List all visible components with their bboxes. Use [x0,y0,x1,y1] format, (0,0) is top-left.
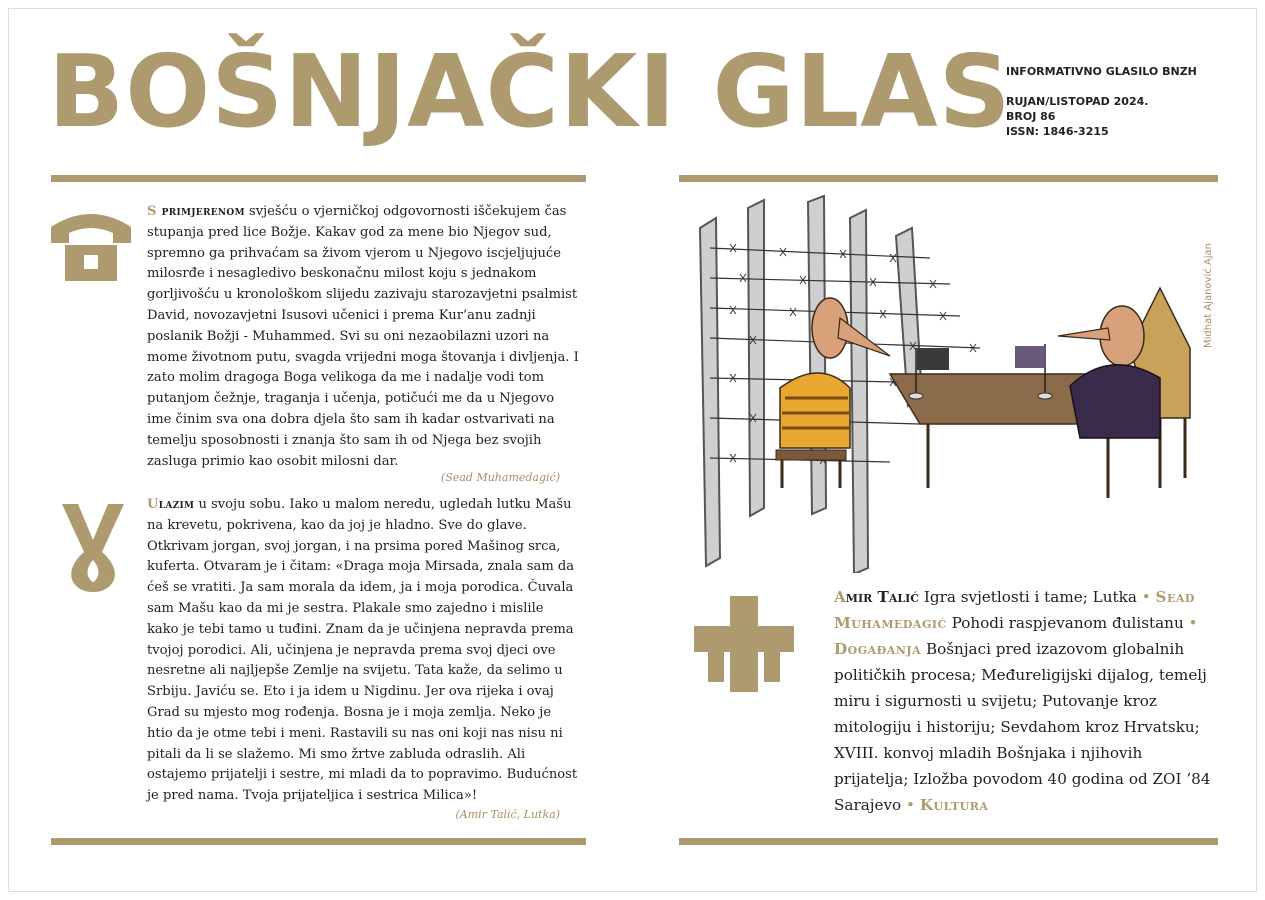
article-1-body: svješću o vjerničkoj odgovornosti iščekujem čas stupanja pred lice Božje. Kakav god za mene bio Njegov sud, spremno ga prihvaćam sa živom vjerom u Njegovo iscjeljujuće milosrđe i nesagledivo beskonačnu milost koju s jednakom gorljivošću u kronološkom slijedu zazivaju starozavjetni psalmist David, novozavjetni Isusovi učenici i prema Kur’anu zadnji poslanik Božji - Muhammed. Svi su oni nezaobilazni uzori na mome životnom putu, svagda vrijedni moga štovanja i divljenja. I zato molim dragoga Boga velikoga da me i nadalje vodi tom putanjom čežnje, traganja i učenja, potičući me da u Njegovo ime činim sva ona dobra djela što sam ih kadar ostvarivati na temelju sposobnosti i znanja što sam ih od Njega bez svojih zasluga primio kao osobit milosni dar. [147,204,579,469]
rule-top-right [679,175,1218,182]
toc-section-dogadanja: Događanja [834,640,922,658]
article-1-citation: (Sead Muhamedagić) [441,471,560,484]
toc-section-dogadanja-items: Bošnjaci pred izazovom globalnih političkih procesa; Međureligijski dijalog, temelj miru i sigurnosti u svijetu; Putovanje kroz mitologiju i historiju; Sevdahom kroz Hrvatsku; XVIII. konvoj mladih Bošnjaka i njihovih prijatelja; Izložba povodom 40 godina od ZOI ’84 Sarajevo [834,640,1211,814]
publication-subtitle: INFORMATIVNO GLASILO BNZH [1006,65,1197,78]
toc-bullet: • [1136,588,1156,606]
telephone-glyph-icon [45,207,137,283]
toc-author-1-initial: A [834,588,846,606]
article-2-initial: U [147,497,159,512]
toc-bullet: • [1183,614,1198,632]
issue-date: RUJAN/LISTOPAD 2024. [1006,95,1149,108]
masthead-info [1006,64,1197,139]
table-of-contents [834,584,1214,818]
masthead-title: BOŠNJAČKI GLAS [48,33,1012,150]
toc-section-kultura: Kultura [919,796,989,814]
barbed-wire-negotiation-cartoon [690,188,1220,573]
article-1-lead [147,204,245,219]
toc-author-2: Sead Muhamedagić [834,588,1195,632]
article-2-text [147,495,579,807]
cross-glyph-icon [694,596,794,692]
article-2-body: u svoju sobu. Iako u malom neredu, ugledah lutku Mašu na krevetu, pokrivena, kao da joj je hladno. Sve do glave. Otkrivam jorgan, svoj jorgan, i na prsima pored Mašinog srca, kuferta. Otvaram je i čitam: «Draga moja Mirsada, znala sam da ćeš se vratiti. Ja sam morala da idem, ja i moja porodica. Čuvala sam Mašu kao da mi je sestra. Plakale smo zajedno i mislile kako je tebi tamo u tuđini. Znam da je učinjena nepravda prema tvojoj porodici. Ali, učinjena je nepravda prema svoj djeci ove nesretne ali najljepše Zemlje na svijetu. Tata kaže, da selimo u Srbiju. Javiću se. Eto i ja idem u Nigdinu. Jer ova rijeka i ovaj Grad su mjesto mog rođenja. Bosna je i moja zemlja. Neko je htio da je otme tebi i meni. Rastavili su nas oni koji nas nisu ni pitali da li se slažemo. Mi smo žrtve zabluda odraslih. Ali ostajemo prijatelji i sestre, mi mladi da to popravimo. Budućnost je pred nama. Tvoja prijateljica i sestrica Milica»! [147,497,578,804]
rule-top-left [51,175,586,182]
rule-bottom-left [51,838,586,845]
article-1-text [147,202,579,472]
toc-author-1-name: mir Talić [845,588,920,606]
toc-author-1 [834,588,919,606]
issue-number: BROJ 86 [1006,110,1056,123]
article-2-lead [147,497,194,512]
toc-bullet: • [901,796,920,814]
toc-author-2-works: Pohodi raspjevanom đulistanu [946,614,1184,632]
article-2-lead-word: lazim [158,497,195,512]
illustration-credit: Midhat Ajanović Ajan [1203,243,1214,348]
loop-glyph-icon [58,500,128,592]
article-1-initial: S [147,204,157,219]
rule-bottom-right [679,838,1218,845]
issn: ISSN: 1846-3215 [1006,125,1109,138]
toc-author-1-works: Igra svjetlosti i tame; Lutka [919,588,1137,606]
article-2-citation: (Amir Talić, Lutka) [455,808,560,821]
article-1-lead-word: primjerenom [156,204,245,219]
